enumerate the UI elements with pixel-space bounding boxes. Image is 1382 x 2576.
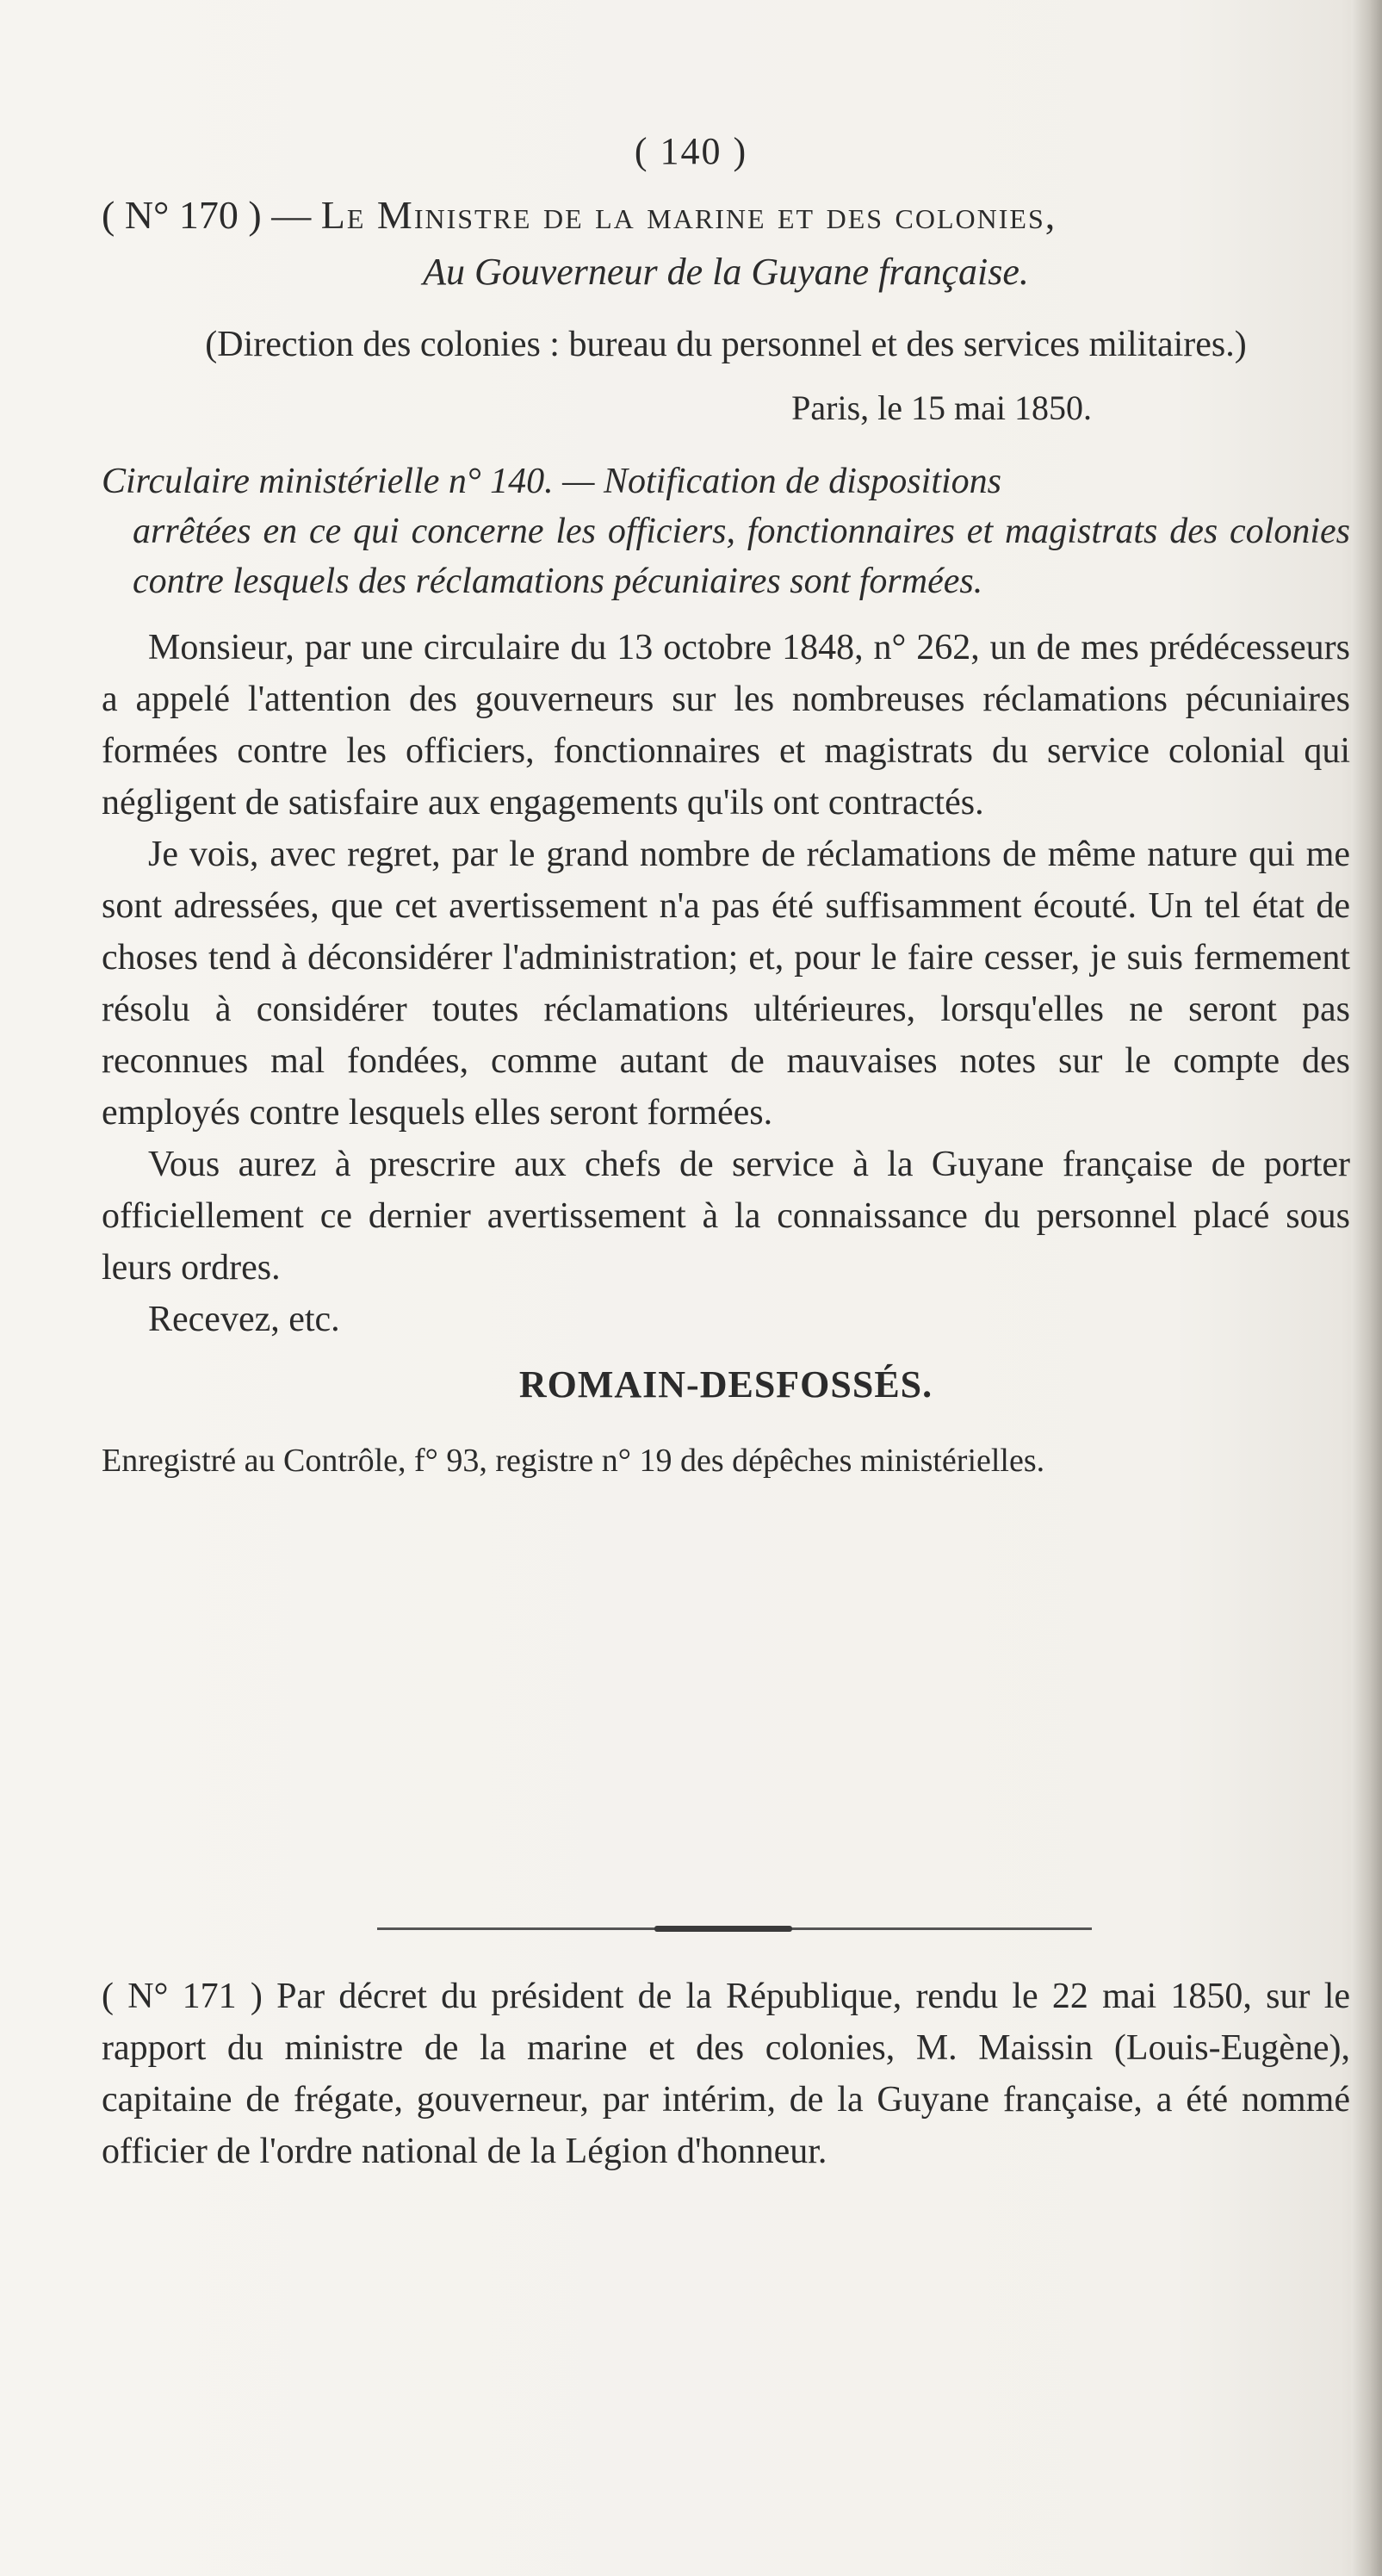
registration-note: Enregistré au Contrôle, f° 93, registre n° 19 des dépêches ministérielles.: [102, 1443, 1045, 1479]
letter-body: [102, 622, 1350, 1345]
header-line: [102, 189, 1350, 241]
circular-title-line1: Circulaire ministérielle n° 140. — Notification de dispositions: [102, 462, 1001, 501]
document-number: ( N° 170 ) —: [102, 193, 321, 237]
signature: ROMAIN-DESFOSSÉS.: [518, 1363, 933, 1406]
document-header: [102, 189, 1350, 1487]
page-number: ( 140 ): [634, 130, 748, 172]
paragraph: Vous aurez à prescrire aux chefs de service à la Guyane française de porter officiellement ce dernier avertissement à la connaissance du personnel placé sous leurs ordres.: [102, 1145, 1350, 1288]
circular-title: [102, 456, 1350, 606]
direction-note: (Direction des colonies : bureau du personnel et des services militaires.): [205, 325, 1247, 364]
dateline: Paris, le 15 mai 1850.: [791, 388, 1092, 427]
circular-title-rest: arrêtées en ce qui concerne les officiers, fonctionnaires et magistrats des colonies contre lesquels des réclamations pécuniaires sont formées.: [133, 512, 1350, 601]
paragraph: Recevez, etc.: [148, 1300, 340, 1339]
paragraph: Je vois, avec regret, par le grand nombre de réclamations de même nature qui me sont adressées, que cet avertissement n'a pas été suffisamment écouté. Un tel état de choses tend à déconsidérer l'administration; et, pour le faire cesser, je suis fermement résolu à considérer toutes réclamations ultérieures, lorsqu'elles ne seront pas reconnues mal fondées, comme autant de mauvaises notes sur le compte des employés contre lesquels elles seront formées.: [102, 835, 1350, 1133]
decree-text: ( N° 171 ) Par décret du président de la République, rendu le 22 mai 1850, sur le rapport du ministre de la marine et des colonies, M. Maissin (Louis-Eugène), capitaine de frégate, gouverneur, par intérim, de la Guyane française, a été nommé officier de l'ordre national de la Légion d'honneur.: [102, 1977, 1350, 2171]
ministry-title: Le Ministre de la marine et des colonies,: [320, 193, 1057, 237]
addressee: Au Gouverneur de la Guyane française.: [423, 251, 1029, 293]
decree-entry: [102, 1971, 1350, 2177]
section-divider-ornament: [654, 1926, 792, 1932]
paragraph: Monsieur, par une circulaire du 13 octobre 1848, n° 262, un de mes prédécesseurs a appelé l'attention des gouverneurs sur les nombreuses réclamations pécuniaires formées contre les officiers, fonctionnaires et magistrats du service colonial qui négligent de satisfaire aux engagements qu'ils ont contractés.: [102, 628, 1350, 822]
page-edge: [1351, 0, 1382, 2576]
